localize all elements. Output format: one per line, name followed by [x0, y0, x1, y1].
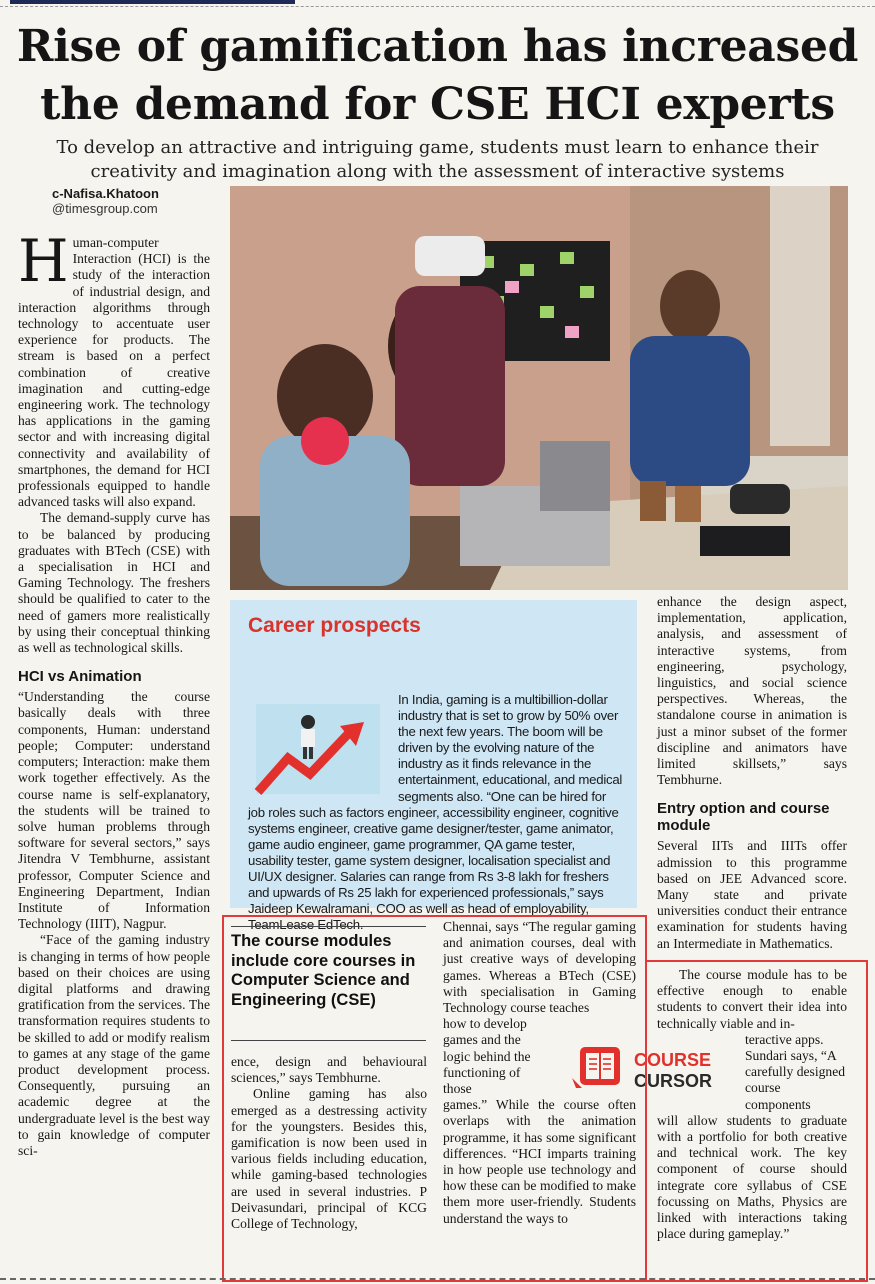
heading-rule-bottom: [231, 1040, 426, 1041]
design-aspect-paragraph: enhance the design aspect, implementation, application, analysis, and assessment of interactive systems, from engineering, psychology, linguistics, and social science perspectives. Whereas, the standalone course in animation is just a minor subset of the former discipline and animators have limited skillsets,” says Tembhurne.: [657, 594, 847, 788]
section-title-entry-option: Entry option and course module: [657, 800, 830, 835]
column-2: [231, 1054, 427, 1232]
subheadline-line-2: creativity and imagination along with the assessment of interactive systems: [90, 161, 785, 182]
author-email: @timesgroup.com: [52, 201, 158, 216]
students-vr-illustration: [230, 186, 848, 590]
column-1: [18, 227, 210, 1159]
career-prospects-text: In India, gaming is a multibillion-dollar industry that is set to grow by 50% over the next few years. The boom will be driven by the evolving nature of the industry as it finds relevance in the entertainment, educational, and medical segments also. “One can be hired for job roles such as factors engineer, accessibility engineer, cognitive systems engineer, creative game designer/tester, game animator, game audio engineer, game programmer, QA game tester, usability tester, game system designer, localisation specialist and UI/UX designer. Salaries can range from Rs 3-8 lakh for freshers and upwards of Rs 25 lakh for experienced professionals,” says Jaideep Kewalramani, COO as well as head of employability, TeamLease EdTech.: [248, 692, 623, 933]
admission-paragraph: Several IITs and IIITs offer admission to this programme based on JEE Advanced score. Many state and private universities conduct their entrance examination for students having an Intermediate in Mathematics.: [657, 838, 847, 951]
column-4: [657, 594, 847, 988]
course-modules-heading: The course modules include core courses in Computer Science and Engineering (CSE): [231, 932, 416, 1009]
headline-line-1: Rise of gamification has increased: [16, 21, 859, 72]
masthead-bar: [10, 0, 295, 4]
tembhurne-quote-paragraph: “Understanding the course basically deals with three components, Human: understand people; Computer: understand computers; Interaction: make them work together effectively. As the course name is self-explanatory, the students will be trained to solve human problems through software for several sectors,” says Jitendra V Tembhurne, assistant professor, Computer Science and Engineering Department, Indian Institute of Information Technology (IIIT), Nagpur.: [18, 689, 210, 932]
supply-paragraph: The demand-supply curve has to be balanced by producing graduates with BTech (CSE) with a specialisation in HCI and Gaming Technology. The freshers should be qualified to cater to the need of gamers more realistically by using their conceptual thinking as well as technological skills.: [18, 510, 210, 656]
section-title-hci-vs-animation: HCI vs Animation: [18, 668, 142, 686]
byline: [52, 186, 159, 216]
logo-line-2: CURSOR: [634, 1071, 713, 1091]
online-gaming-paragraph: Online gaming has also emerged as a destressing activity for the youngsters. Besides this, gamification is now been used in various fields including education, while gaming-based technologies are used in several industries. P Deivasundari, principal of KCG College of Technology,: [231, 1086, 427, 1232]
logo-line-1: COURSE: [634, 1050, 712, 1070]
career-prospects-box: [230, 600, 637, 933]
course-module-paragraph-middle: teractive apps. Sundari says, “A carefully designed course components: [745, 1031, 846, 1112]
chennai-quote-paragraph-start: Chennai, says “The regular gaming and animation courses, deal with just creative ways of developing games. Whereas a BTech (CSE) with specialisation in Gaming Technology course teaches: [443, 919, 636, 1016]
bottom-divider: [0, 1278, 875, 1280]
career-prospects-text-block: [248, 644, 623, 933]
course-module-paragraph-start: The course module has to be effective enough to enable students to convert their idea into technically viable and in-: [657, 967, 847, 1031]
career-prospects-title: Career prospects: [248, 614, 421, 637]
drop-cap: H: [18, 227, 69, 295]
chennai-quote-paragraph-end: games.” While the course often overlaps with the animation programme, it has some significant differences. “HCI imparts training in how people use technology and how these can be modified to make them more user-friendly. Students understand the ways to: [443, 1097, 636, 1226]
heading-rule-top: [231, 926, 426, 927]
subheadline-line-1: To develop an attractive and intriguing game, students must learn to enhance their: [56, 137, 819, 158]
top-divider: [0, 6, 875, 7]
course-module-paragraph-end: will allow students to graduate with a portfolio for both creative and technical work. The key component of course should integrate core syllabus of CSE focussing on Maths, Physics are linked with interactions taking place during gameplay.”: [657, 1112, 847, 1242]
behavioural-sciences-paragraph: ence, design and behavioural sciences,” says Tembhurne.: [231, 1054, 427, 1086]
gaming-industry-paragraph: “Face of the gaming industry is changing in terms of how people based on their choices are using digital platforms and drawing gratification from the services. The transformation requires students to be skilled to add or modify realism to games at any stage of the game product development process. Consequently, pursuing an academic degree at the undergraduate level is the best way to gain knowledge of computer sci-: [18, 932, 210, 1158]
headline-line-2: the demand for CSE HCI experts: [40, 79, 835, 130]
subheadline: [30, 136, 845, 184]
career-growth-illustration: [248, 696, 388, 800]
headline: [0, 18, 875, 134]
intro-text: uman-computer Interaction (HCI) is the study of the interaction of industrial design, and interaction algorithms through technology to accentuate user experience for products. The stream is based on a perfect combination of creative imagination and cutting-edge engineering work. The technology has applications in the gaming sector and with increasing digital connectivity and availability of smartphones, the demand for HCI professionals equipped to handle advanced tasks will also expand.: [18, 235, 210, 510]
author-name: c-Nafisa.Khatoon: [52, 186, 159, 201]
chennai-quote-paragraph-middle: how to develop games and the logic behind the functioning of those: [443, 1016, 531, 1097]
intro-paragraph: [18, 227, 210, 510]
course-module-block: [657, 967, 847, 1242]
article-photo: [230, 186, 848, 590]
